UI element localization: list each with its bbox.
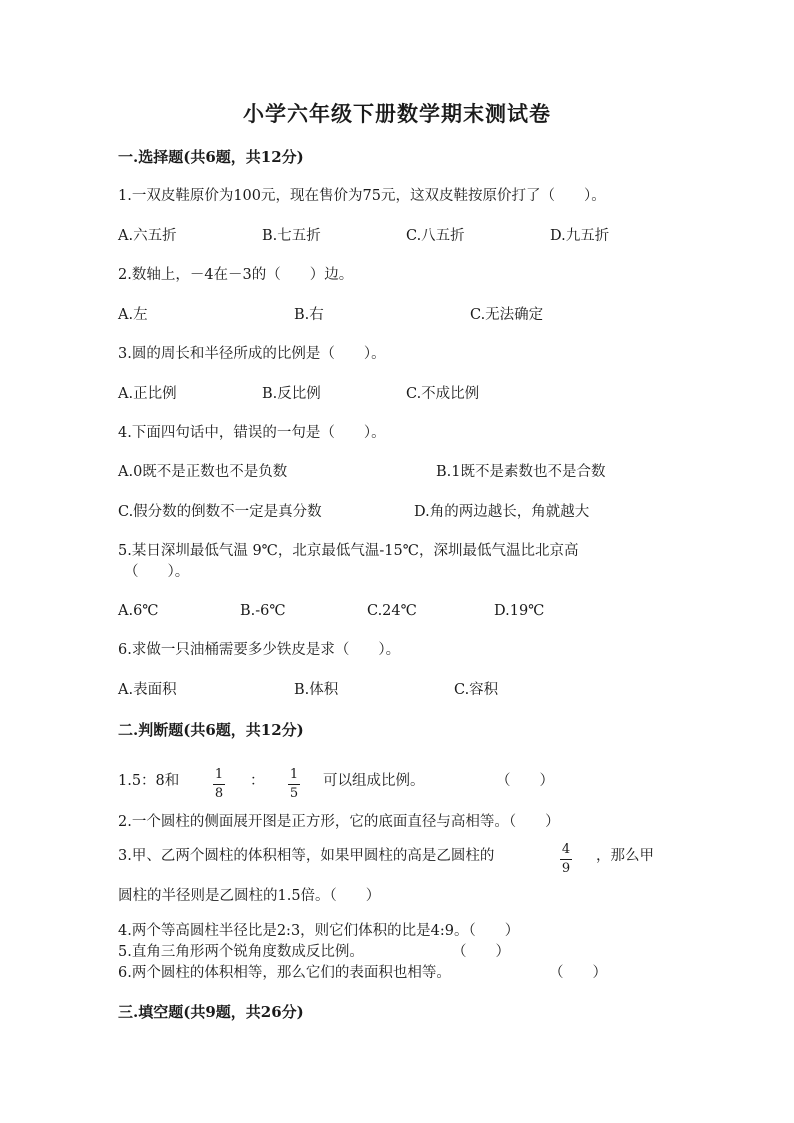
question-text: ，那么甲 [596, 848, 654, 864]
option-d: D.角的两边越长，角就越大 [414, 504, 590, 520]
fraction-numerator: 4 [561, 842, 571, 857]
question-text: 5.直角三角形两个锐角度数成反比例。 [118, 944, 364, 960]
option-b: B.右 [294, 307, 324, 323]
fraction-denominator: 9 [561, 861, 571, 876]
question-text: 1.5：8和 [118, 773, 180, 789]
option-c: C.不成比例 [406, 386, 480, 402]
fraction-numerator: 1 [214, 767, 224, 782]
option-d: D.九五折 [550, 228, 610, 244]
fraction-numerator: 1 [289, 767, 299, 782]
option-c: C.24℃ [367, 603, 417, 619]
option-c: C.假分数的倒数不一定是真分数 [118, 504, 322, 520]
fraction [211, 767, 227, 802]
fraction [286, 767, 302, 802]
question-text: 5.某日深圳最低气温 9℃，北京最低气温-15℃，深圳最低气温比北京高 [118, 543, 579, 559]
question-text: 3.甲、乙两个圆柱的体积相等，如果甲圆柱的高是乙圆柱的 [118, 848, 495, 864]
question-text: 6.求做一只油桶需要多少铁皮是求（ ）。 [118, 642, 401, 658]
answer-blank: （ ） [452, 944, 510, 960]
option-a: A.六五折 [118, 228, 177, 244]
fraction-bar [213, 784, 225, 785]
section-heading-judgement: 二.判断题(共6题，共12分) [118, 721, 304, 739]
option-a: A.6℃ [118, 603, 159, 619]
fraction-denominator: 8 [214, 786, 224, 801]
question-text: 可以组成比例。 [323, 773, 425, 789]
option-a: A.表面积 [118, 682, 177, 698]
question-text: 4.两个等高圆柱半径比是2:3，则它们体积的比是4:9。（ ） [118, 923, 520, 939]
option-d: D.19℃ [494, 603, 545, 619]
fraction-denominator: 5 [289, 786, 299, 801]
option-c: C.无法确定 [470, 307, 544, 323]
colon: ： [250, 773, 265, 789]
option-a: A.左 [118, 307, 148, 323]
page-title: 小学六年级下册数学期末测试卷 [243, 101, 551, 126]
option-b: B.体积 [294, 682, 339, 698]
option-b: B.反比例 [262, 386, 321, 402]
answer-blank: （ ） [549, 965, 607, 981]
answer-blank: （ ） [496, 773, 554, 789]
option-a: A.0既不是正数也不是负数 [118, 464, 288, 480]
question-text-continued: 圆柱的半径则是乙圆柱的1.5倍。（ ） [118, 888, 381, 904]
fraction-bar [288, 784, 300, 785]
section-heading-choice: 一.选择题(共6题，共12分) [118, 148, 304, 166]
question-text: 2.数轴上，－4在－3的（ ）边。 [118, 267, 354, 283]
option-a: A.正比例 [118, 386, 177, 402]
question-text: 6.两个圆柱的体积相等，那么它们的表面积也相等。 [118, 965, 451, 981]
question-text: 1.一双皮鞋原价为100元，现在售价为75元，这双皮鞋按原价打了（ ）。 [118, 188, 606, 204]
question-text-continued: （ ）。 [124, 564, 190, 580]
fraction-bar [560, 859, 572, 860]
question-text: 3.圆的周长和半径所成的比例是（ ）。 [118, 346, 386, 362]
section-heading-fill-in: 三.填空题(共9题，共26分) [118, 1003, 304, 1021]
option-b: B.-6℃ [240, 603, 286, 619]
question-text: 4.下面四句话中，错误的一句是（ ）。 [118, 425, 386, 441]
option-c: C.容积 [454, 682, 499, 698]
option-b: B.1既不是素数也不是合数 [436, 464, 606, 480]
fraction [558, 842, 574, 877]
option-b: B.七五折 [262, 228, 321, 244]
option-c: C.八五折 [406, 228, 465, 244]
question-text: 2.一个圆柱的侧面展开图是正方形，它的底面直径与高相等。（ ） [118, 814, 560, 830]
